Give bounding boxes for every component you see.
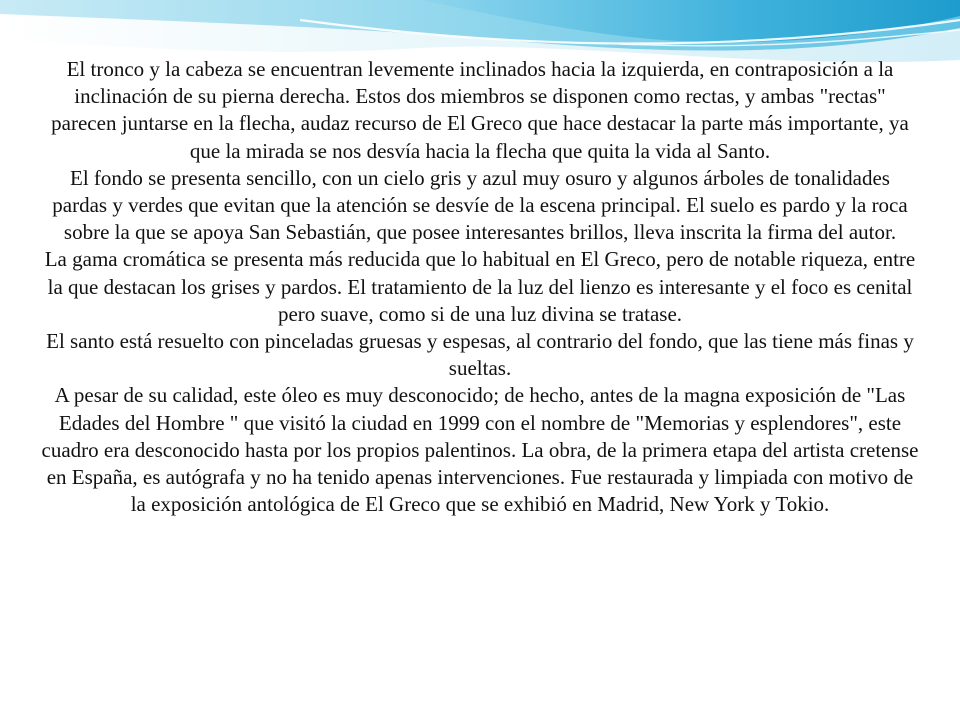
- paragraph: El santo está resuelto con pinceladas gruesas y espesas, al contrario del fondo, que las tiene más finas y sueltas.: [46, 329, 914, 381]
- paragraph: La gama cromática se presenta más reducida que lo habitual en El Greco, pero de notable riqueza, entre la que destacan los grises y pardos. El tratamiento de la luz del lienzo es interesante y el foco es cenital pero suave, como si de una luz divina se tratase.: [44, 247, 916, 326]
- body-text: [40, 56, 920, 518]
- paragraph: El fondo se presenta sencillo, con un cielo gris y azul muy osuro y algunos árboles de tonalidades pardas y verdes que evitan que la atención se desvíe de la escena principal. El suelo es pardo y la roca sobre la que se apoya San Sebastián, que posee interesantes brillos, lleva inscrita la firma del autor.: [52, 165, 908, 245]
- paragraph: El tronco y la cabeza se encuentran levemente inclinados hacia la izquierda, en contraposición a la inclinación de su pierna derecha. Estos dos miembros se disponen como rectas, y ambas "rectas" parecen juntarse en la flecha, audaz recurso de El Greco que hace destacar la parte más importante, ya que la mirada se nos desvía hacia la flecha que quita la vida al Santo.: [51, 57, 909, 163]
- paragraph: A pesar de su calidad, este óleo es muy desconocido; de hecho, antes de la magna exposición de "Las Edades del Hombre " que visitó la ciudad en 1999 con el nombre de "Memorias y esplendores", este cuadro era desconocido hasta por los propios palentinos. La obra, de la primera etapa del artista cretense en España, es autógrafa y no ha tenido apenas intervenciones. Fue restaurada y limpiada con motivo de la exposición antológica de El Greco que se exhibió en Madrid, New York y Tokio.: [41, 383, 919, 517]
